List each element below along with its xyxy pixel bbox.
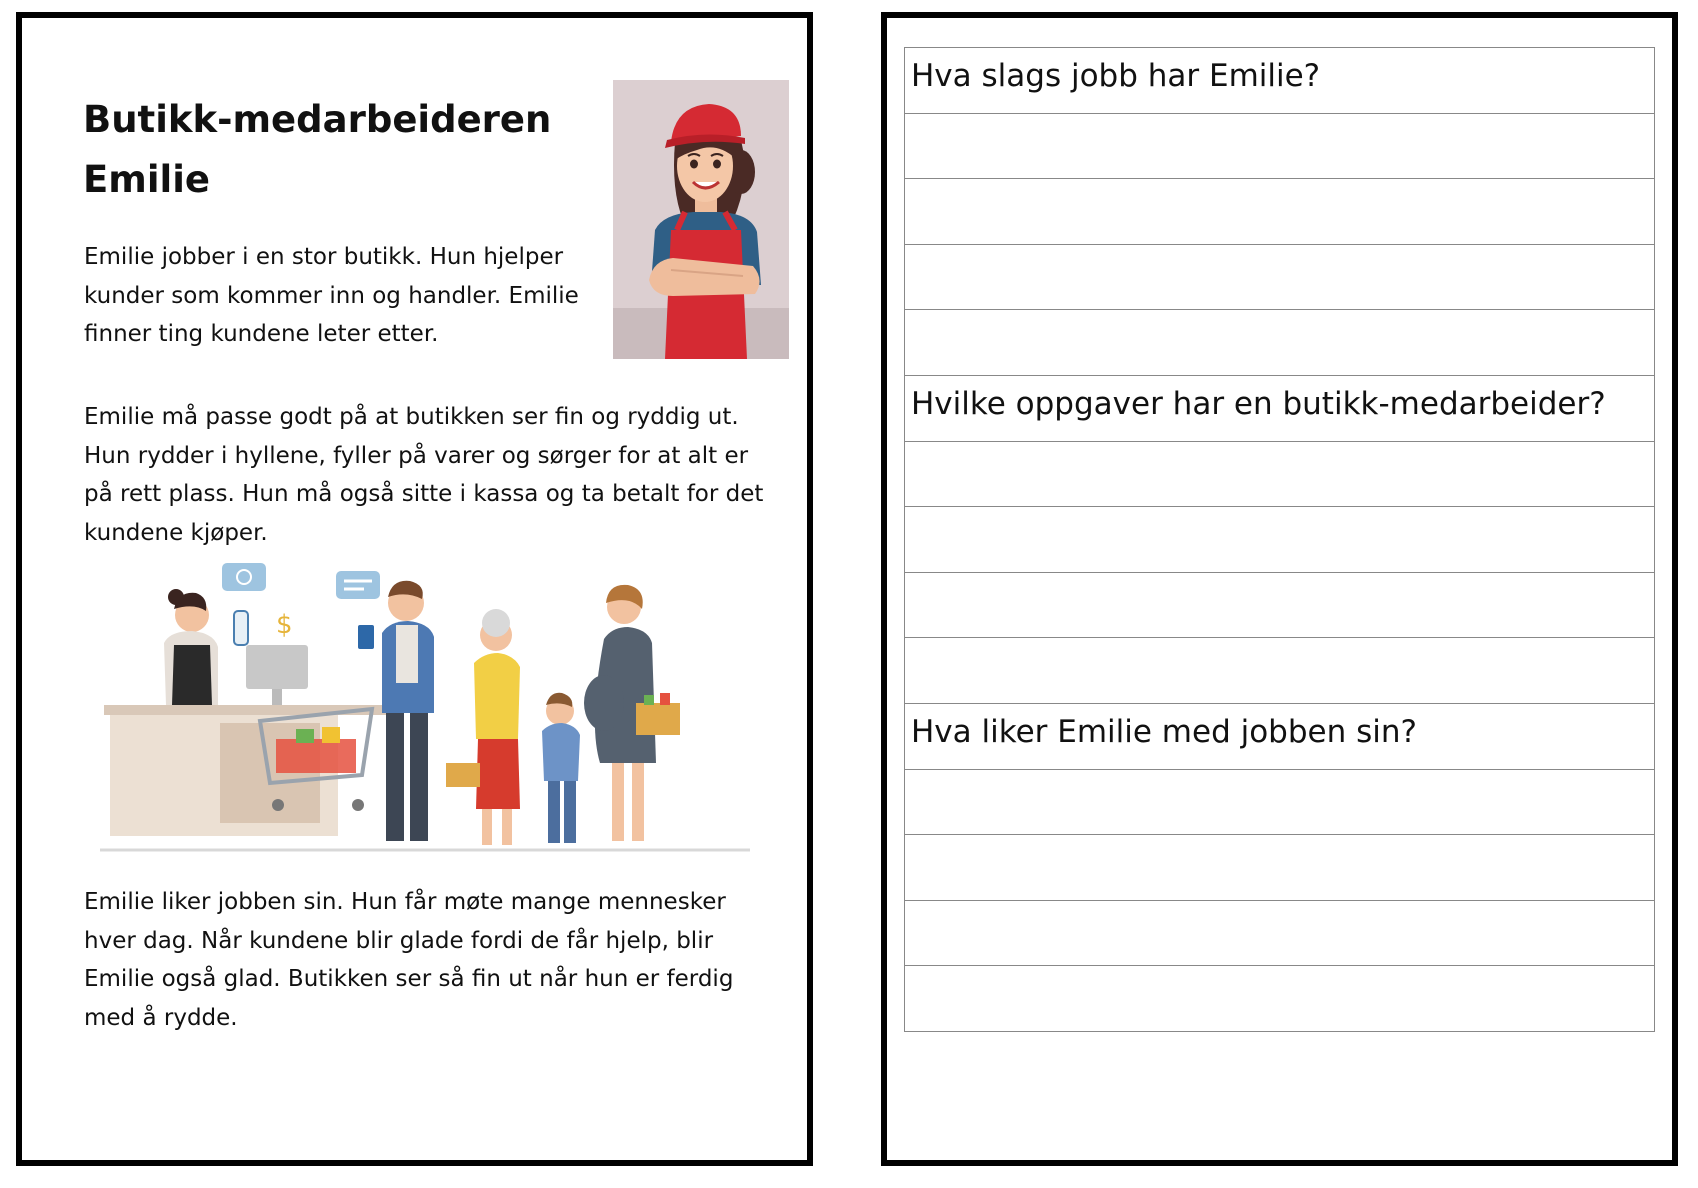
answer-sheet [904, 47, 1655, 1032]
story-paragraph-3: Emilie liker jobben sin. Hun får møte mange mennesker hver dag. Når kundene blir glade fordi de får hjelp, blir Emilie også glad. Butikken ser så fin ut når hun er ferdig med å rydde. [84, 889, 734, 1031]
answer-line[interactable] [905, 245, 1654, 311]
answer-line[interactable] [905, 179, 1654, 245]
question-3-text: Hva liker Emilie med jobben sin? [911, 713, 1417, 750]
question-row-2 [905, 376, 1654, 442]
answer-line[interactable] [905, 966, 1654, 1032]
story-title [83, 90, 563, 210]
answer-line[interactable] [905, 770, 1654, 836]
svg-text:$: $ [276, 610, 293, 640]
answer-line[interactable] [905, 310, 1654, 376]
answer-line[interactable] [905, 638, 1654, 704]
question-page [881, 12, 1678, 1166]
emilie-portrait-image [613, 80, 789, 359]
answer-line[interactable] [905, 507, 1654, 573]
question-2-text: Hvilke oppgaver har en butikk-medarbeider? [911, 385, 1606, 422]
answer-line[interactable] [905, 835, 1654, 901]
question-1-text: Hva slags jobb har Emilie? [911, 58, 1321, 94]
question-row-1 [905, 48, 1654, 114]
answer-line[interactable] [905, 442, 1654, 508]
answer-line[interactable] [905, 901, 1654, 967]
story-paragraph-1: Emilie jobber i en stor butikk. Hun hjelper kunder som kommer inn og handler. Emilie finner ting kundene leter etter. [84, 244, 579, 347]
checkout-queue-illustration [100, 563, 750, 853]
story-page [16, 12, 813, 1166]
story-title-line-1: Butikk-medarbeideren [83, 98, 552, 141]
story-title-line-2: Emilie [83, 158, 210, 201]
answer-line[interactable] [905, 114, 1654, 180]
question-row-3 [905, 704, 1654, 770]
answer-line[interactable] [905, 573, 1654, 639]
story-paragraph-2: Emilie må passe godt på at butikken ser fin og ryddig ut. Hun rydder i hyllene, fyller på varer og sørger for at alt er på rett plass. Hun må også sitte i kassa og ta betalt for det kundene kjøper. [84, 404, 764, 546]
